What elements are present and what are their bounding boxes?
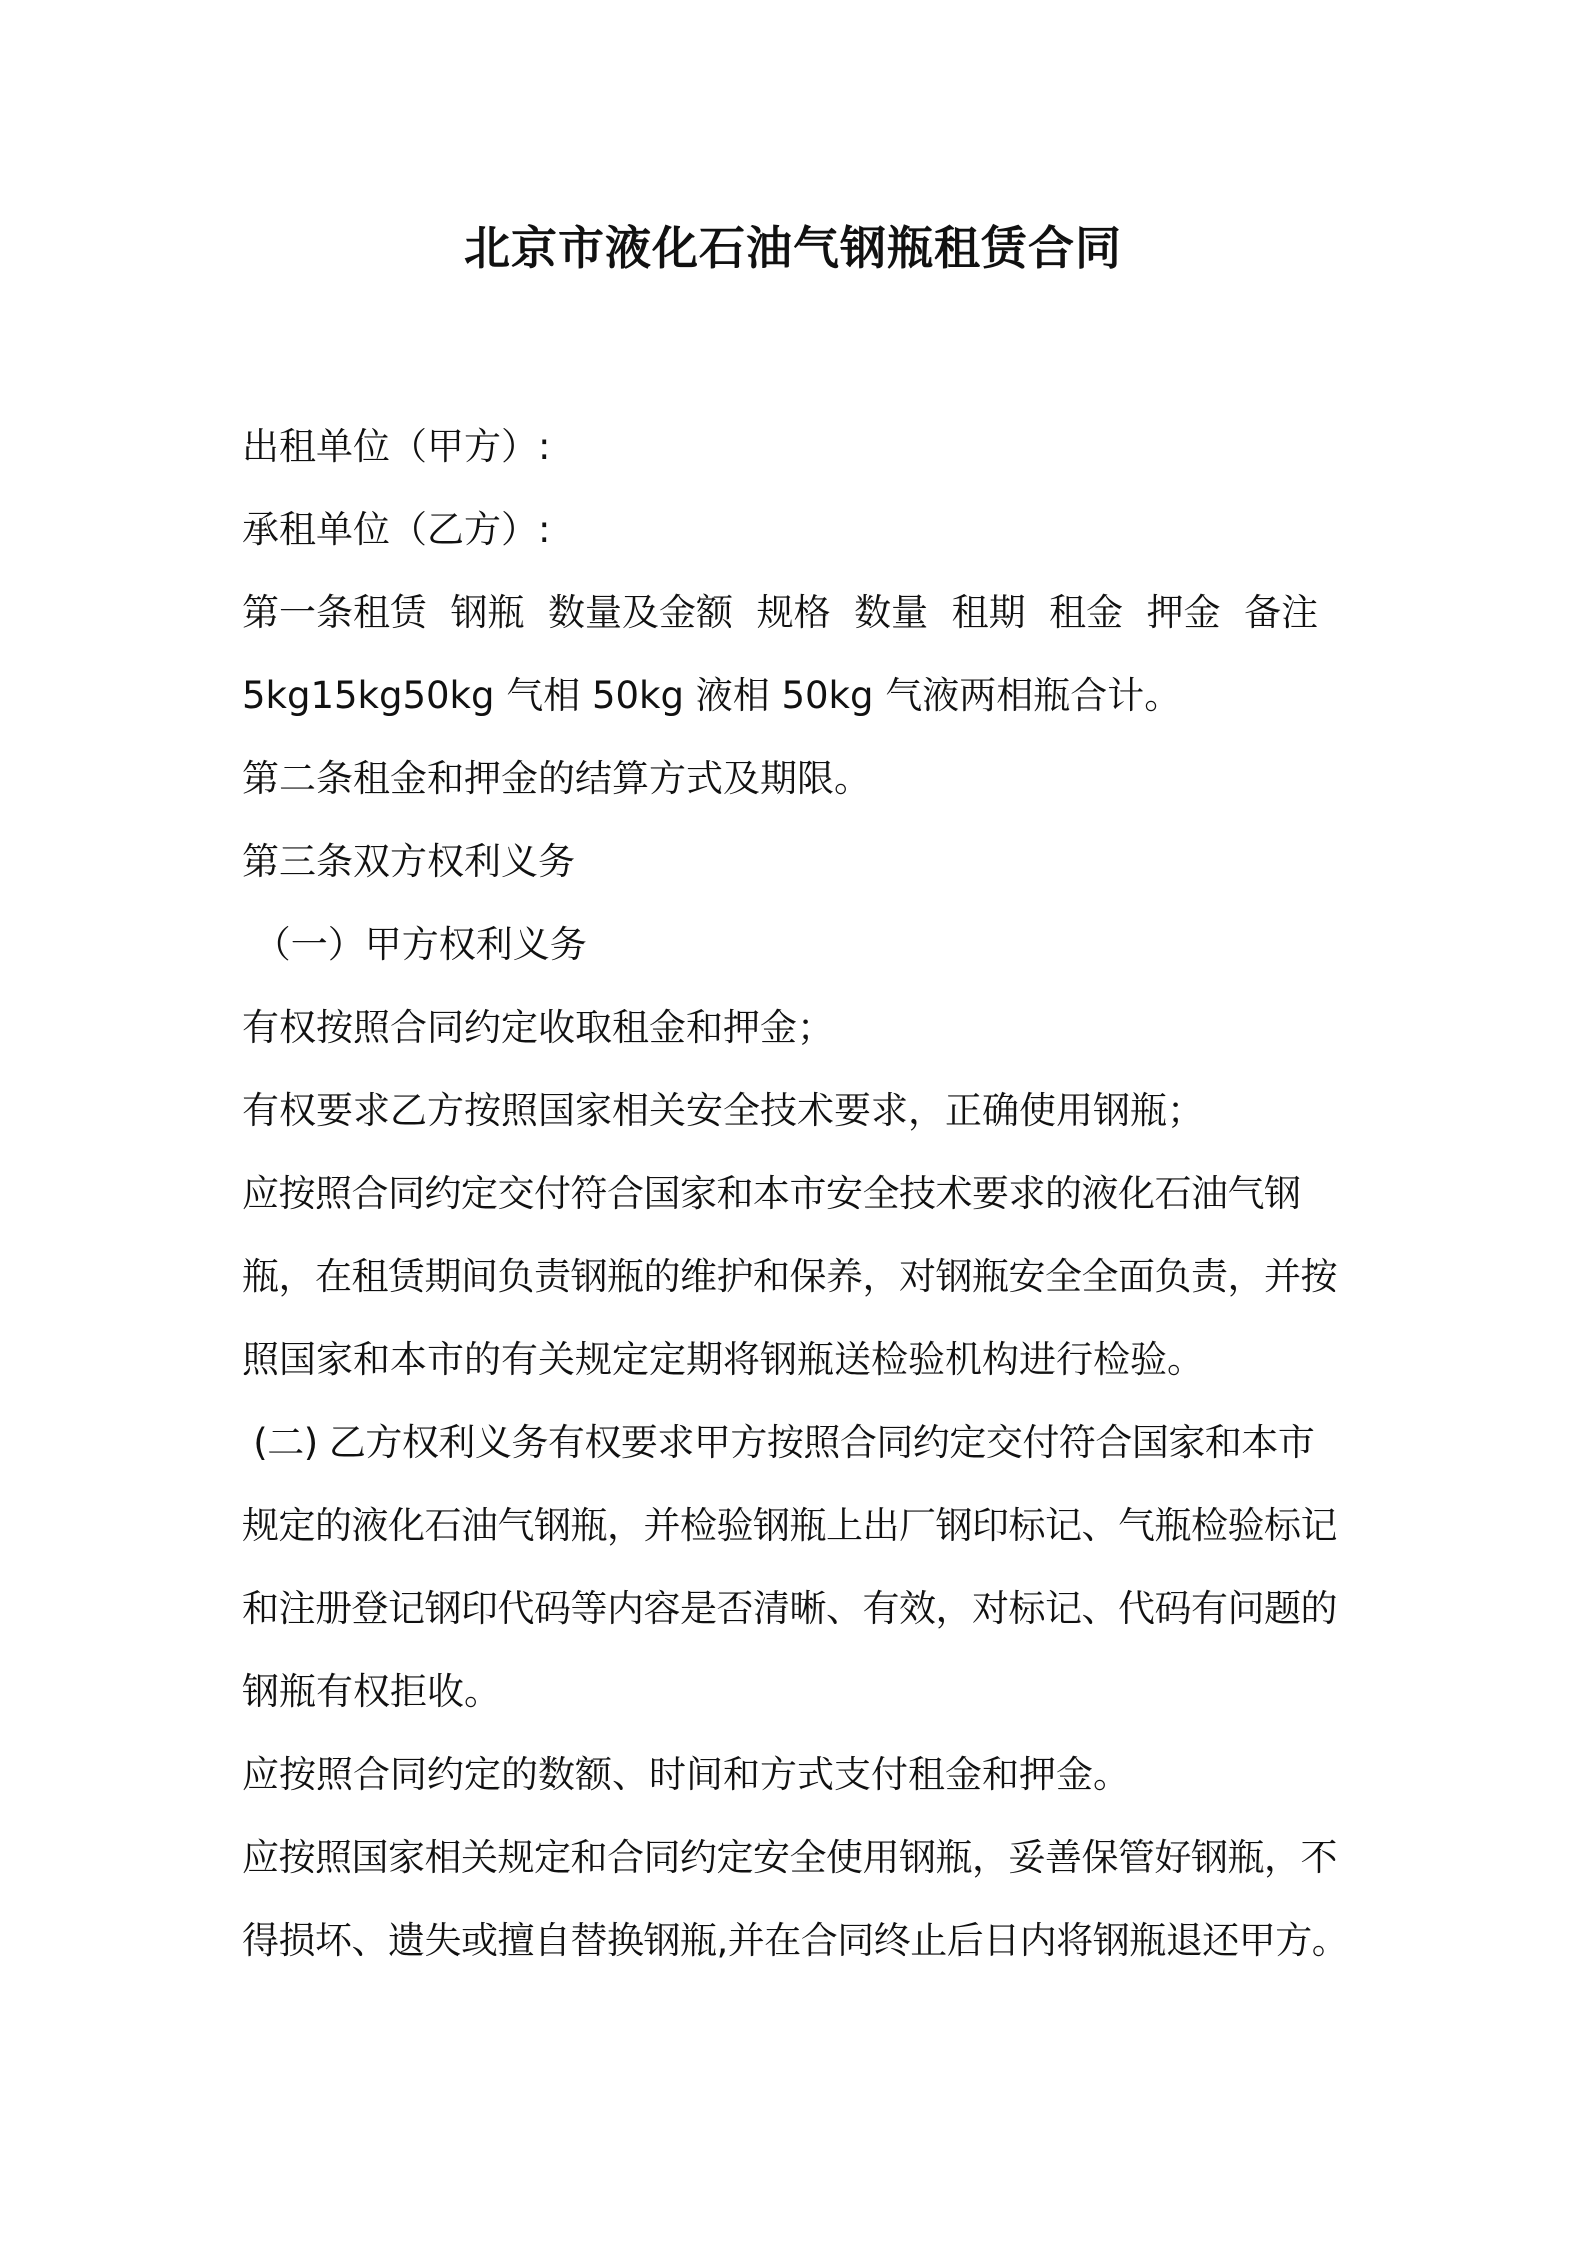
paragraph-line: 应按照国家相关规定和合同约定安全使用钢瓶，妥善保管好钢瓶，不 xyxy=(242,1836,1337,1879)
document-title: 北京市液化石油气钢瓶租赁合同 xyxy=(464,221,1122,275)
paragraph-line: 钢瓶有权拒收。 xyxy=(242,1670,501,1713)
paragraph-line: 应按照合同约定的数额、时间和方式支付租金和押金。 xyxy=(242,1753,1130,1796)
section-party-b-rights: (二) 乙方权利义务有权要求甲方按照合同约定交付符合国家和本市 xyxy=(242,1421,1315,1464)
paragraph-line: 有权要求乙方按照国家相关安全技术要求，正确使用钢瓶； xyxy=(242,1089,1204,1132)
article-1-heading: 第一条租赁 钢瓶 数量及金额 规格 数量 租期 租金 押金 备注 xyxy=(242,591,1319,634)
article-3-heading: 第三条双方权利义务 xyxy=(242,840,575,883)
paragraph-line: 得损坏、遗失或擅自替换钢瓶,并在合同终止后日内将钢瓶退还甲方。 xyxy=(242,1919,1349,1962)
article-2-heading: 第二条租金和押金的结算方式及期限。 xyxy=(242,757,871,800)
party-b-line: 承租单位（乙方）: xyxy=(242,508,551,551)
paragraph-line: 应按照合同约定交付符合国家和本市安全技术要求的液化石油气钢 xyxy=(242,1172,1301,1215)
paragraph-line: 规定的液化石油气钢瓶，并检验钢瓶上出厂钢印标记、气瓶检验标记 xyxy=(242,1504,1337,1547)
paragraph-line: 和注册登记钢印代码等内容是否清晰、有效，对标记、代码有问题的 xyxy=(242,1587,1337,1630)
section-party-a-rights: （一）甲方权利义务 xyxy=(242,923,587,966)
party-a-line: 出租单位（甲方）: xyxy=(242,425,551,468)
paragraph-line: 有权按照合同约定收取租金和押金； xyxy=(242,1006,834,1049)
article-1-specs: 5kg15kg50kg 气相 50kg 液相 50kg 气液两相瓶合计。 xyxy=(242,674,1182,717)
document-body xyxy=(242,405,1362,1982)
paragraph-line: 瓶，在租赁期间负责钢瓶的维护和保养，对钢瓶安全全面负责，并按 xyxy=(242,1255,1337,1298)
paragraph-line: 照国家和本市的有关规定定期将钢瓶送检验机构进行检验。 xyxy=(242,1338,1204,1381)
